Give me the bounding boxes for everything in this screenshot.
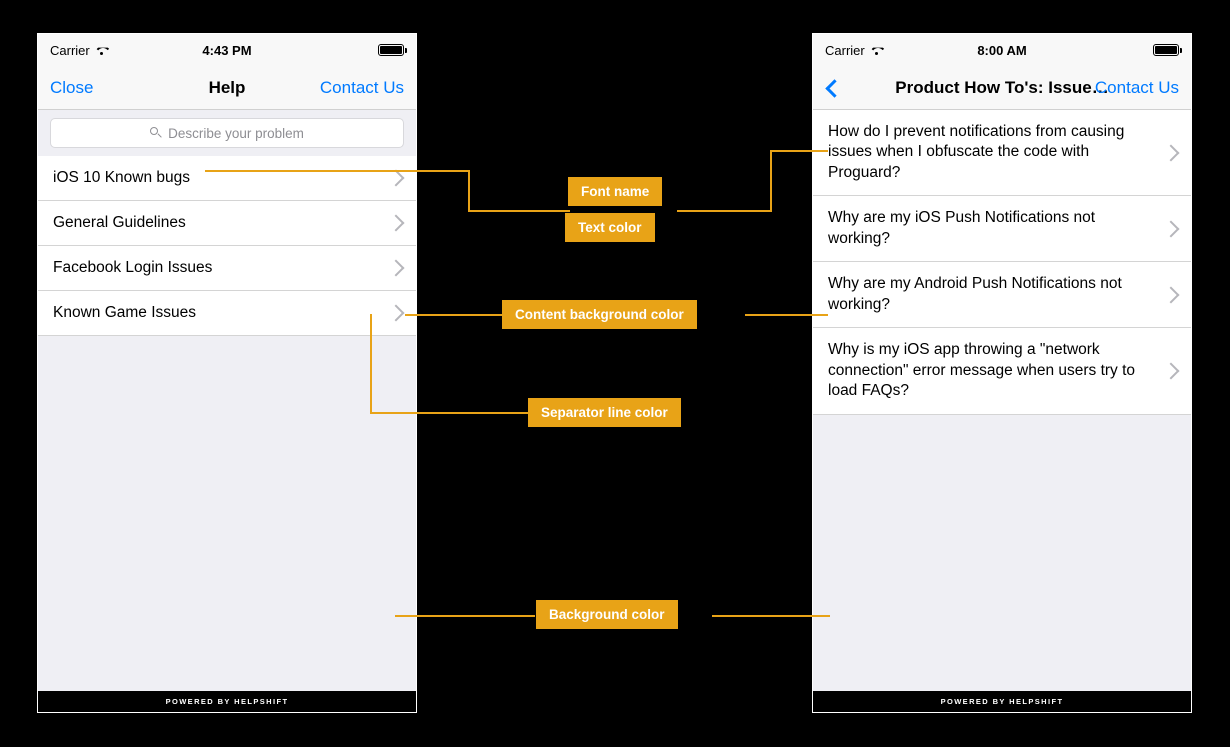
callout-separator-line-color: Separator line color: [528, 398, 681, 427]
status-bar: [813, 34, 1191, 66]
battery-icon: [378, 44, 404, 56]
leader-line: [205, 170, 470, 172]
left-phone-screenshot: [37, 33, 417, 713]
chevron-right-icon: [388, 305, 405, 322]
leader-line: [370, 314, 372, 413]
faq-list: [813, 110, 1191, 415]
status-bar: [38, 34, 416, 66]
chevron-right-icon: [1163, 286, 1180, 303]
list-item-label: How do I prevent notifications from causing issues when I obfuscate the code with Proguard?: [828, 123, 1125, 181]
powered-by-footer: POWERED BY HELPSHIFT: [38, 691, 416, 712]
list-item[interactable]: [38, 246, 416, 291]
list-item[interactable]: [813, 262, 1191, 328]
list-item-label: Known Game Issues: [53, 303, 197, 321]
list-item-label: iOS 10 Known bugs: [53, 168, 191, 186]
chevron-right-icon: [1163, 220, 1180, 237]
leader-line: [395, 615, 535, 617]
chevron-right-icon: [388, 215, 405, 232]
search-input[interactable]: [50, 118, 404, 148]
powered-by-footer: POWERED BY HELPSHIFT: [813, 691, 1191, 712]
list-item[interactable]: [813, 110, 1191, 196]
list-item[interactable]: [38, 156, 416, 201]
list-item-label: General Guidelines: [53, 213, 186, 231]
back-chevron-icon: [825, 78, 837, 98]
close-button[interactable]: Close: [50, 77, 94, 97]
chevron-right-icon: [1163, 144, 1180, 161]
leader-line: [405, 314, 505, 316]
right-phone-screenshot: [812, 33, 1192, 713]
leader-line: [370, 412, 528, 414]
list-item[interactable]: [813, 328, 1191, 414]
list-item[interactable]: [813, 196, 1191, 262]
navigation-bar: [813, 66, 1191, 110]
leader-line: [712, 615, 830, 617]
callout-content-background-color: Content background color: [502, 300, 697, 329]
faq-section-list: [38, 156, 416, 336]
contact-us-button[interactable]: Contact Us: [319, 77, 404, 97]
battery-icon: [1153, 44, 1179, 56]
carrier-label: Carrier: [50, 42, 90, 58]
list-item-label: Why are my iOS Push Notifications not working?: [828, 209, 1096, 247]
search-placeholder: Describe your problem: [168, 125, 304, 141]
carrier-label: Carrier: [825, 42, 865, 58]
leader-line: [677, 210, 772, 212]
search-icon: [150, 127, 162, 139]
chevron-right-icon: [388, 170, 405, 187]
page-title: Product How To's: Issue…: [895, 77, 1109, 97]
empty-background-area: [38, 336, 416, 691]
search-container: [38, 110, 416, 156]
contact-us-button[interactable]: Contact Us: [1094, 77, 1179, 97]
list-item-label: Why is my iOS app throwing a "network connection" error message when users try to load FAQs?: [828, 341, 1136, 400]
callout-background-color: Background color: [536, 600, 678, 629]
leader-line: [468, 210, 570, 212]
chevron-right-icon: [1163, 362, 1180, 379]
list-item-label: Why are my Android Push Notifications not working?: [828, 275, 1122, 313]
list-item[interactable]: [38, 291, 416, 336]
chevron-right-icon: [388, 260, 405, 277]
clock-label: 4:43 PM: [202, 42, 252, 58]
leader-line: [468, 170, 470, 212]
callout-font-name: Font name: [568, 177, 662, 206]
clock-label: 8:00 AM: [977, 42, 1027, 58]
navigation-bar: [38, 66, 416, 110]
leader-line: [745, 314, 828, 316]
page-title: Help: [208, 77, 246, 97]
leader-line: [770, 150, 828, 152]
back-button[interactable]: [825, 78, 837, 98]
list-item-label: Facebook Login Issues: [53, 258, 213, 276]
leader-line: [770, 150, 772, 212]
empty-background-area: [813, 415, 1191, 691]
list-item[interactable]: [38, 201, 416, 246]
callout-text-color: Text color: [565, 213, 655, 242]
